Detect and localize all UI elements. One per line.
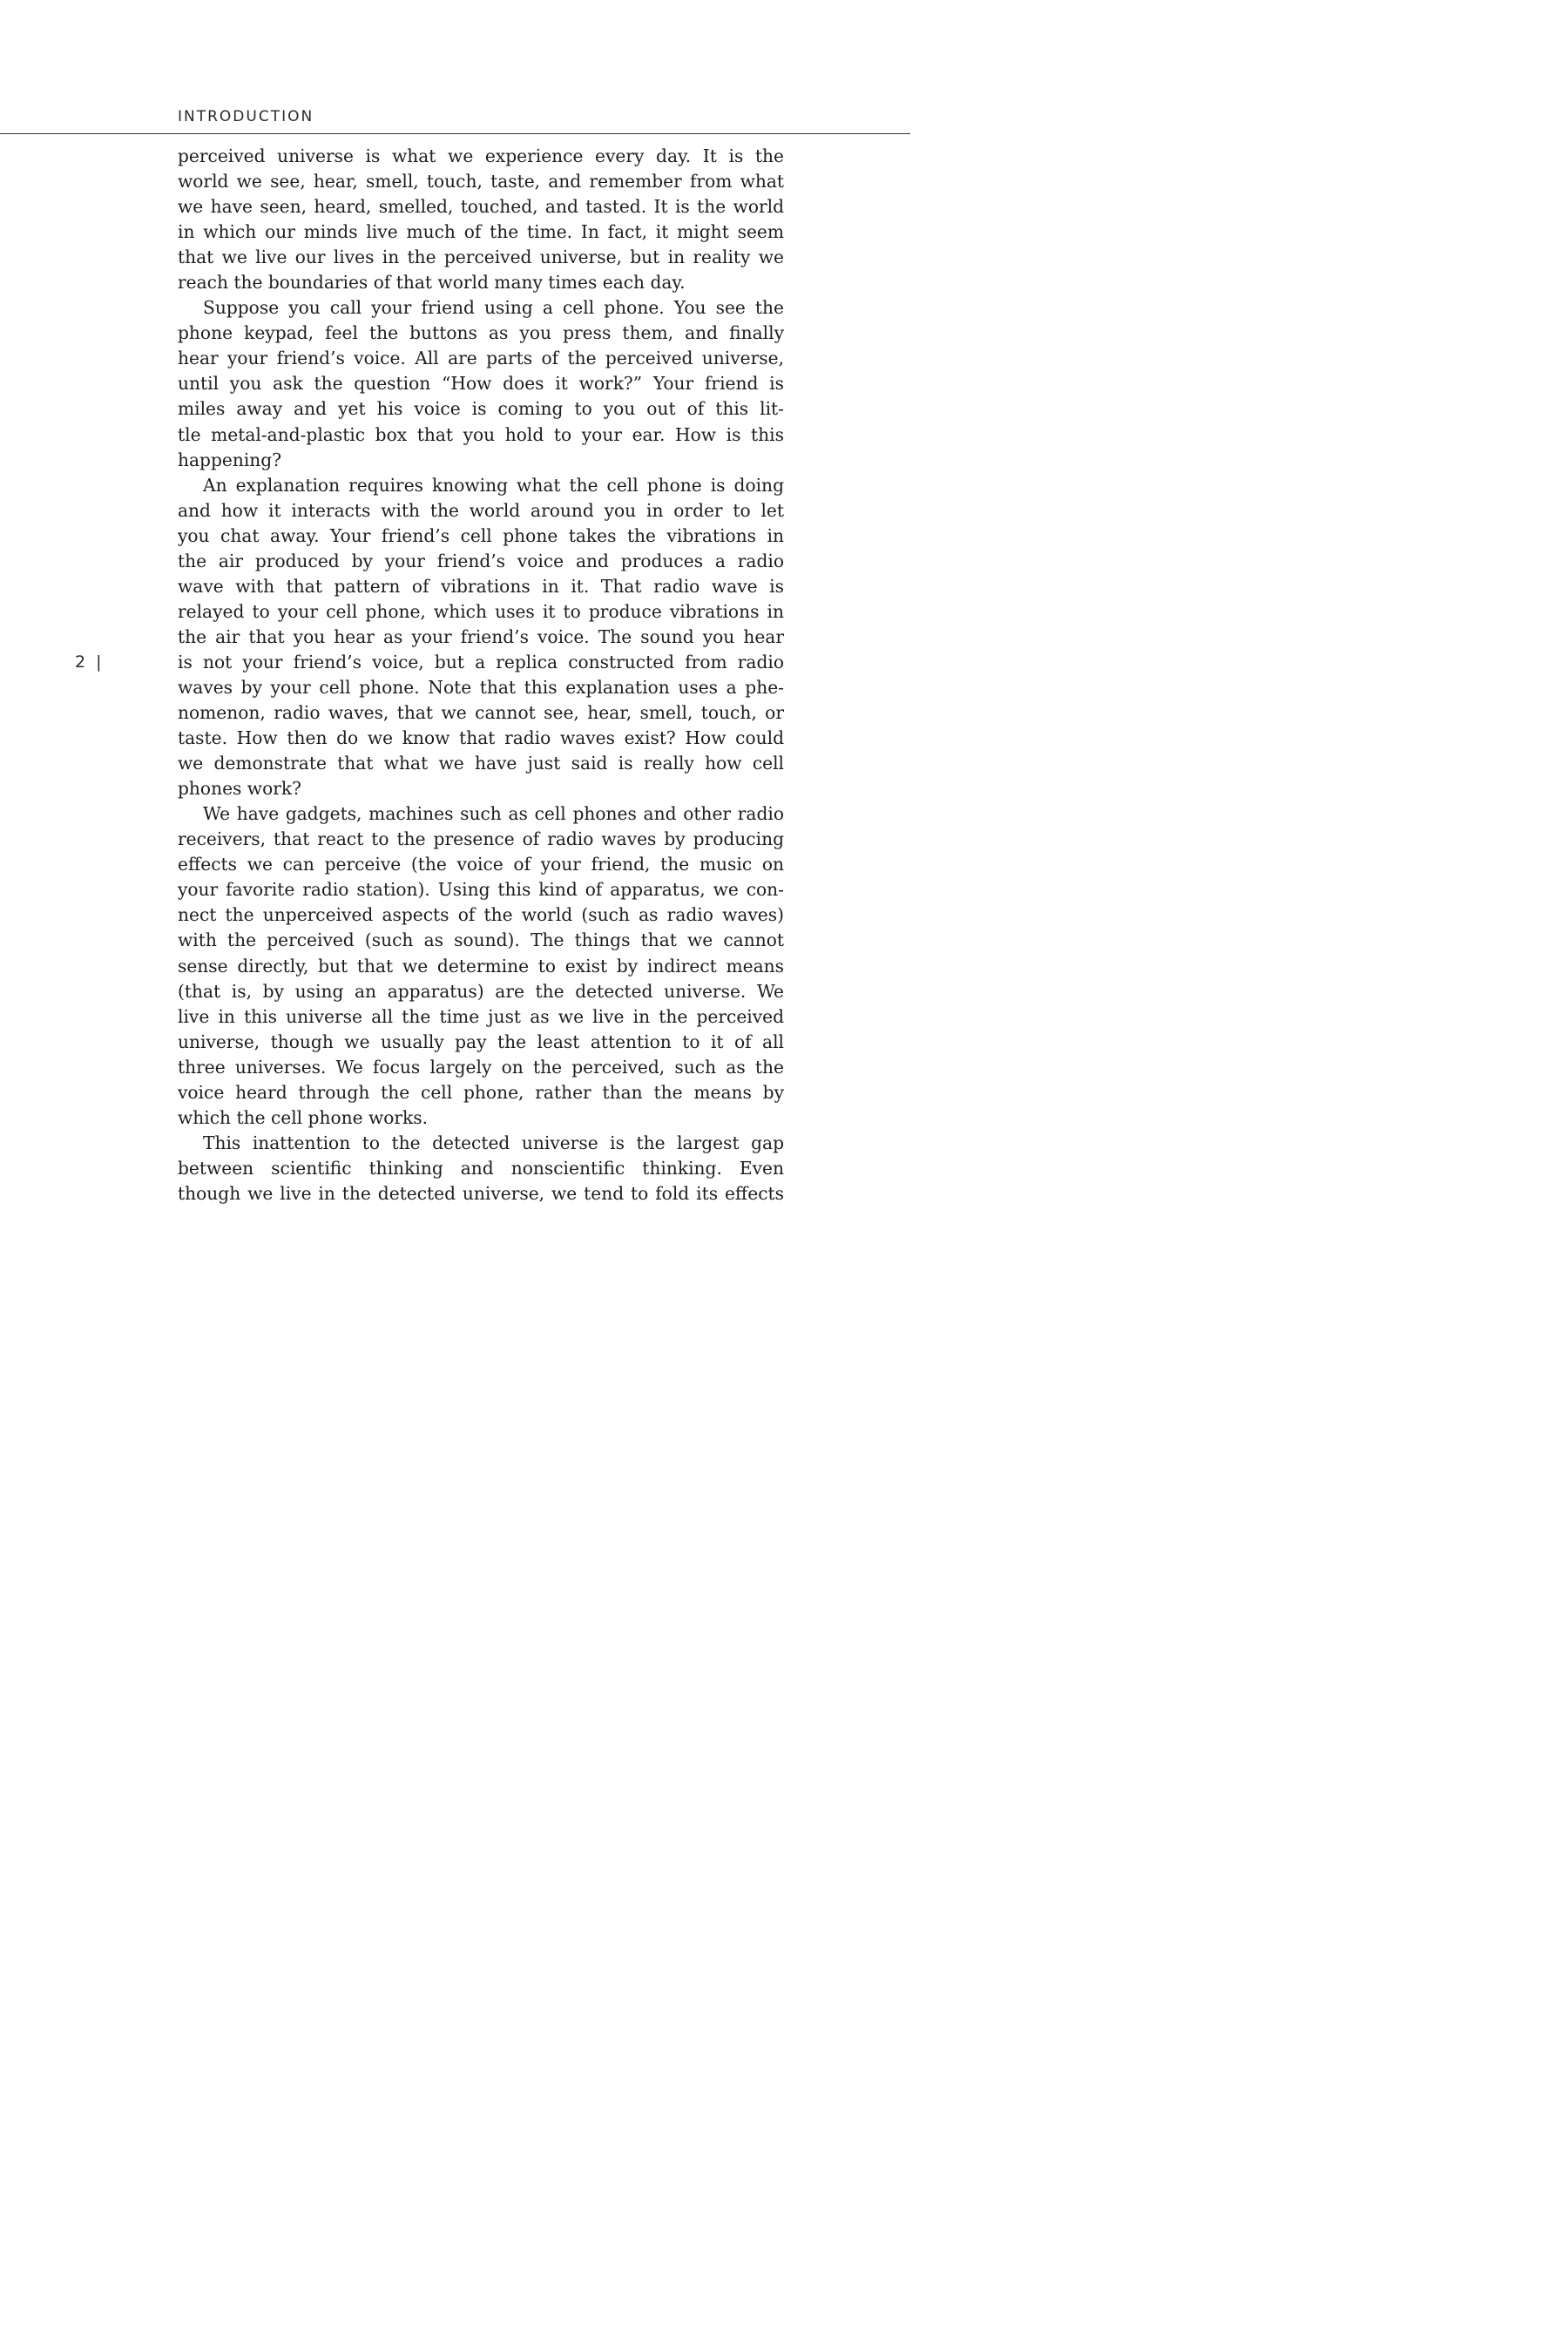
paragraph [178,473,784,802]
text-line: relayed to your cell phone, which uses it to produce vibrations in [178,600,784,622]
text-line: nomenon, radio waves, that we cannot see, hear, smell, touch, or [178,702,784,724]
text-line: is not your friend’s voice, but a replica constructed from radio [178,651,784,672]
text-line: sense directly, but that we determine to exist by indirect means [178,955,784,977]
text-line: the air that you hear as your friend’s voice. The sound you hear [178,625,784,647]
text-line: happening? [178,449,282,470]
text-line: we have seen, heard, smelled, touched, and tasted. It is the world [178,196,784,218]
paragraph [178,295,784,472]
text-line: world we see, hear, smell, touch, taste, and remember from what [178,171,784,193]
text-line: We have gadgets, machines such as cell phones and other radio [203,803,784,825]
paragraph [178,801,784,1131]
text-line: miles away and yet his voice is coming to you out of this lit- [178,398,784,420]
text-line: that we live our lives in the perceived universe, but in reality we [178,247,784,268]
text-line: receivers, that react to the presence of radio waves by producing [178,828,784,850]
paragraph [178,144,784,295]
text-line: we demonstrate that what we have just said is really how cell [178,753,784,774]
text-line: reach the boundaries of that world many times each day. [178,272,686,294]
text-line: live in this universe all the time just as we live in the perceived [178,1005,784,1027]
text-line: effects we can perceive (the voice of your friend, the music on [178,854,784,875]
text-line: voice heard through the cell phone, rather than the means by [178,1081,784,1103]
running-head: INTRODUCTION [178,108,314,125]
text-line: nect the unperceived aspects of the world (such as radio waves) [178,904,784,926]
text-line: and how it interacts with the world around you in order to let [178,499,784,521]
text-line: phones work? [178,778,301,800]
text-line: perceived universe is what we experience every day. It is the [178,145,784,166]
text-line: This inattention to the detected universe is the largest gap [203,1132,784,1153]
text-line: in which our minds live much of the time. In fact, it might seem [178,221,784,243]
text-line: the air produced by your friend’s voice and produces a radio [178,550,784,571]
text-line: three universes. We focus largely on the perceived, such as the [178,1056,784,1078]
text-line: tle metal-and-plastic box that you hold to your ear. How is this [178,423,784,445]
text-line: taste. How then do we know that radio waves exist? How could [178,727,784,749]
text-line: hear your friend’s voice. All are parts of the perceived universe, [178,348,784,369]
text-line: waves by your cell phone. Note that this explanation uses a phe- [178,676,784,698]
text-line: with the perceived (such as sound). The things that we cannot [178,929,784,951]
text-line: An explanation requires knowing what the cell phone is doing [203,474,784,496]
text-line: (that is, by using an apparatus) are the detected universe. We [178,980,784,1002]
text-line: Suppose you call your friend using a cell phone. You see the [203,297,784,319]
paragraph [178,1131,784,1206]
text-line: phone keypad, feel the buttons as you press them, and finally [178,322,784,344]
text-line: you chat away. Your friend’s cell phone takes the vibrations in [178,524,784,546]
text-line: between scientific thinking and nonscientific thinking. Even [178,1157,784,1179]
text-line: your favorite radio station). Using this kind of apparatus, we con- [178,879,784,901]
page-number: 2 | [75,652,105,672]
text-line: which the cell phone works. [178,1106,429,1128]
text-line: until you ask the question “How does it work?” Your friend is [178,373,784,395]
body-text [178,144,784,1206]
text-line: wave with that pattern of vibrations in it. That radio wave is [178,575,784,597]
text-line: though we live in the detected universe, we tend to fold its effects [178,1182,784,1204]
text-line: universe, though we usually pay the least attention to it of all [178,1031,784,1052]
header-rule [0,133,910,134]
